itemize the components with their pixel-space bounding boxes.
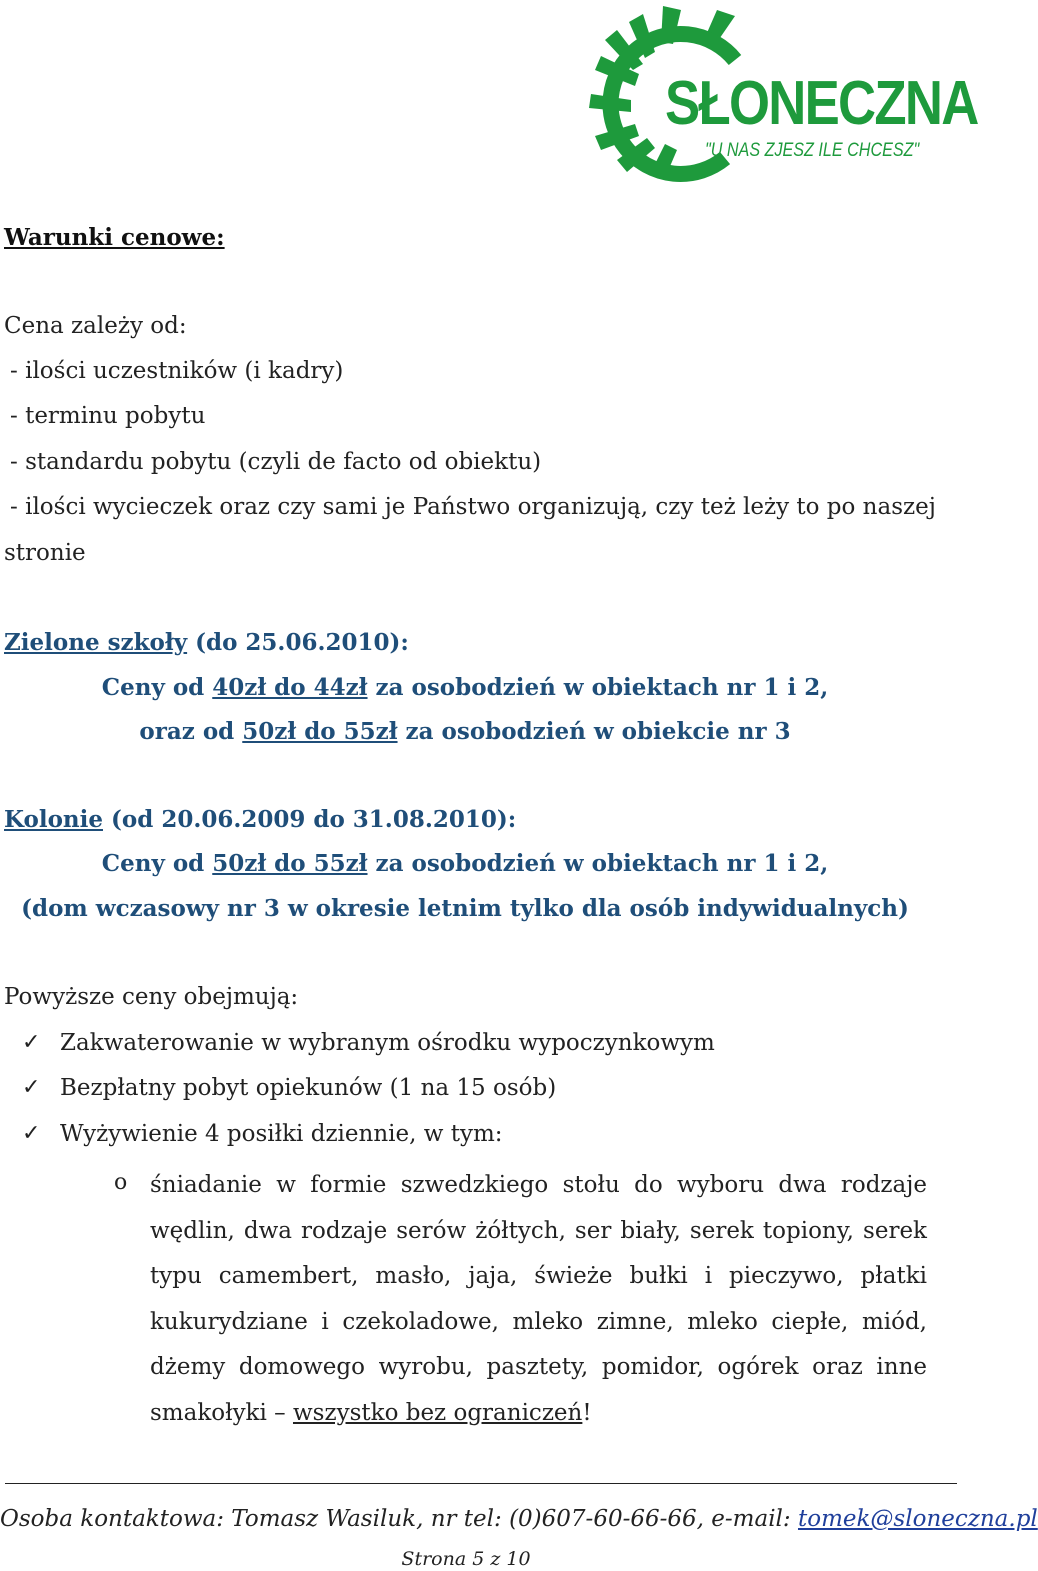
includes-intro: Powyższe ceny obejmują: bbox=[4, 984, 299, 1010]
price-prefix: Ceny od bbox=[101, 674, 213, 701]
logo-text: SŁONECZNA bbox=[665, 69, 978, 138]
colonies-title bbox=[4, 808, 516, 831]
breakfast-description bbox=[150, 1163, 927, 1436]
footer-divider bbox=[5, 1483, 957, 1484]
price-prefix: Ceny od bbox=[101, 850, 213, 877]
depends-intro: Cena zależy od: bbox=[4, 313, 187, 339]
contact-text: Osoba kontaktowa: Tomasz Wasiluk, nr tel: (0)607-60-66-66, e-mail: bbox=[0, 1506, 798, 1532]
green-schools-price-1 bbox=[0, 676, 930, 699]
colonies-note: (dom wczasowy nr 3 w okresie letnim tylko dla osób indywidualnych) bbox=[21, 895, 909, 922]
depends-item: stronie bbox=[4, 540, 86, 566]
depends-item: - ilości uczestników (i kadry) bbox=[10, 358, 344, 384]
price-range: 40zł do 44zł bbox=[212, 674, 368, 701]
breakfast-text: śniadanie w formie szwedzkiego stołu do wyboru dwa rodzaje wędlin, dwa rodzaje serów żółtych, ser biały, serek topiony, serek typu camembert, masło, jaja, świeże bułki i pieczywo, płatki kukurydziane i czekoladowe, mleko zimne, mleko ciepłe, miód, dżemy domowego wyrobu, pasztety, pomidor, ogórek oraz inne smakołyki – bbox=[150, 1172, 927, 1426]
includes-item: Zakwaterowanie w wybranym ośrodku wypoczynkowym bbox=[60, 1030, 715, 1056]
breakfast-emphasis: wszystko bez ograniczeń bbox=[292, 1399, 583, 1426]
footer-contact bbox=[0, 1506, 1038, 1532]
depends-item: - terminu pobytu bbox=[10, 403, 206, 429]
price-suffix: za osobodzień w obiekcie nr 3 bbox=[397, 718, 791, 745]
circle-bullet-icon: o bbox=[114, 1170, 128, 1195]
green-schools-price-2 bbox=[0, 720, 930, 743]
green-schools-link[interactable]: Zielone szkoły bbox=[4, 629, 188, 656]
depends-item: - ilości wycieczek oraz czy sami je Państwo organizują, czy też leży to po naszej bbox=[10, 494, 936, 520]
includes-item: Bezpłatny pobyt opiekunów (1 na 15 osób) bbox=[60, 1075, 557, 1101]
colonies-link[interactable]: Kolonie bbox=[4, 806, 103, 833]
includes-item: Wyżywienie 4 posiłki dziennie, w tym: bbox=[60, 1121, 503, 1147]
breakfast-end: ! bbox=[582, 1399, 592, 1426]
email-link[interactable]: tomek@sloneczna.pl bbox=[797, 1506, 1038, 1532]
green-schools-period: (do 25.06.2010): bbox=[187, 629, 409, 656]
price-range: 50zł do 55zł bbox=[242, 718, 398, 745]
price-suffix: za osobodzień w obiektach nr 1 i 2, bbox=[367, 850, 829, 877]
checkmark-icon: ✓ bbox=[22, 1121, 41, 1146]
page-heading: Warunki cenowe: bbox=[4, 224, 225, 251]
page-number: Strona 5 z 10 bbox=[401, 1548, 531, 1570]
colonies-price-1 bbox=[0, 852, 930, 875]
logo-tagline: "U NAS ZJESZ ILE CHCESZ" bbox=[705, 140, 920, 161]
checkmark-icon: ✓ bbox=[22, 1075, 41, 1100]
logo bbox=[585, 0, 978, 180]
price-prefix: oraz od bbox=[139, 718, 243, 745]
green-schools-title bbox=[4, 631, 409, 654]
depends-item: - standardu pobytu (czyli de facto od obiektu) bbox=[10, 449, 542, 475]
price-range: 50zł do 55zł bbox=[212, 850, 368, 877]
price-suffix: za osobodzień w obiektach nr 1 i 2, bbox=[367, 674, 829, 701]
checkmark-icon: ✓ bbox=[22, 1030, 41, 1055]
colonies-period: (od 20.06.2009 do 31.08.2010): bbox=[103, 806, 517, 833]
